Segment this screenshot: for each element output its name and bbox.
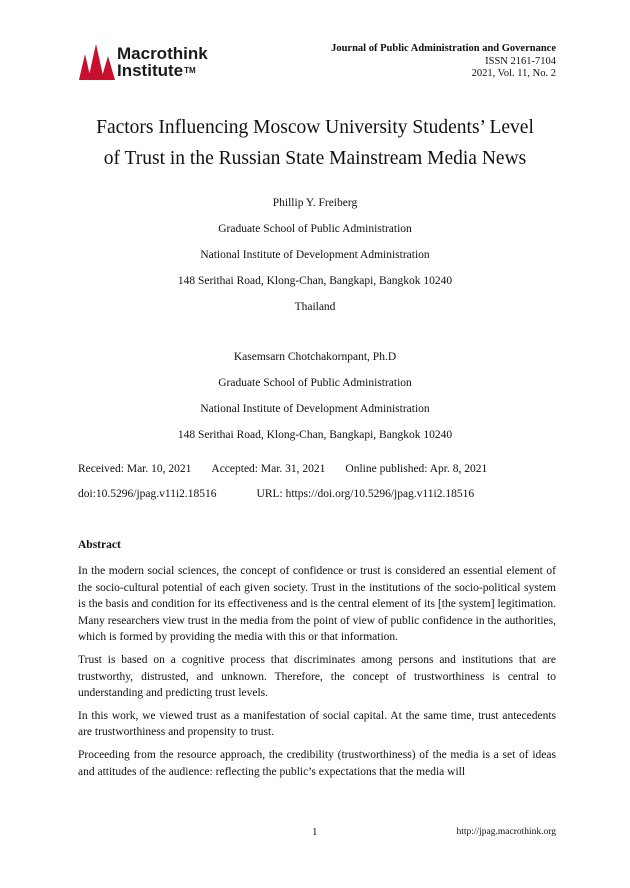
author1-school: Graduate School of Public Administration xyxy=(218,223,412,235)
abstract-paragraph-2: Trust is based on a cognitive process that discriminates among persons and institutions that are trustworthy, distrusted, and unknown. Therefore, the concept of trustworthiness is central to understanding and predicting trust levels. xyxy=(78,653,556,700)
abstract-paragraph-1: In the modern social sciences, the concept of confidence or trust is considered an essential element of the socio-cultural potential of each given society. Trust in the institutions of the socio-political system is the basis and condition for its effectiveness and is the central element of its [the system] legitimation. Many researchers view trust in the media from the point of view of public confidence in the authorities, which is formed by providing the media with this or that information. xyxy=(78,565,556,644)
abstract-heading: Abstract xyxy=(78,539,121,551)
doi-line xyxy=(78,488,558,500)
logo-line1: Macrothink xyxy=(117,44,208,63)
title-line-2: of Trust in the Russian State Mainstream Media News xyxy=(103,148,527,169)
author-gap xyxy=(60,320,570,344)
doi-url[interactable]: URL: https://doi.org/10.5296/jpag.v11i2.18516 xyxy=(256,488,475,500)
page-number: 1 xyxy=(312,826,318,838)
author2-institute: National Institute of Development Administration xyxy=(200,403,430,415)
publication-dates xyxy=(78,463,558,475)
author1-address: 148 Serithai Road, Klong-Chan, Bangkapi, Bangkok 10240 xyxy=(177,275,453,287)
author-affiliations xyxy=(60,190,570,448)
paper-title xyxy=(60,112,570,174)
author2-school: Graduate School of Public Administration xyxy=(218,377,412,389)
macrothink-logo xyxy=(79,44,249,82)
logo-line2 xyxy=(117,62,208,80)
abstract-body xyxy=(78,563,556,786)
author1-country: Thailand xyxy=(294,301,336,313)
journal-issn: ISSN 2161-7104 xyxy=(485,55,556,67)
title-line-1: Factors Influencing Moscow University Students’ Level xyxy=(96,117,534,138)
abstract-paragraph-3: In this work, we viewed trust as a manifestation of social capital. At the same time, trust antecedents are trustworthiness and propensity to trust. xyxy=(78,709,556,739)
logo-line2-text: Institute xyxy=(117,61,184,80)
received-date: Received: Mar. 10, 2021 xyxy=(78,463,192,475)
author1-institute: National Institute of Development Administration xyxy=(200,249,430,261)
journal-name: Journal of Public Administration and Governance xyxy=(331,43,556,54)
author1-name: Phillip Y. Freiberg xyxy=(272,197,358,209)
accepted-date: Accepted: Mar. 31, 2021 xyxy=(211,463,326,475)
author2-name: Kasemsarn Chotchakornpant, Ph.D xyxy=(233,351,397,363)
macrothink-logo-icon xyxy=(79,44,115,80)
doi-text: doi:10.5296/jpag.v11i2.18516 xyxy=(78,488,217,500)
published-date: Online published: Apr. 8, 2021 xyxy=(345,463,488,475)
journal-website[interactable]: http://jpag.macrothink.org xyxy=(456,827,556,837)
logo-wordmark xyxy=(117,45,208,80)
journal-info xyxy=(331,43,556,81)
author2-address: 148 Serithai Road, Klong-Chan, Bangkapi, Bangkok 10240 xyxy=(177,429,453,441)
logo-trademark: TM xyxy=(184,66,196,75)
journal-volume: 2021, Vol. 11, No. 2 xyxy=(471,68,556,79)
abstract-paragraph-4: Proceeding from the resource approach, the credibility (trustworthiness) of the media is a set of ideas and attitudes of the audience: reflecting the public’s expectations that the media will xyxy=(78,748,556,778)
